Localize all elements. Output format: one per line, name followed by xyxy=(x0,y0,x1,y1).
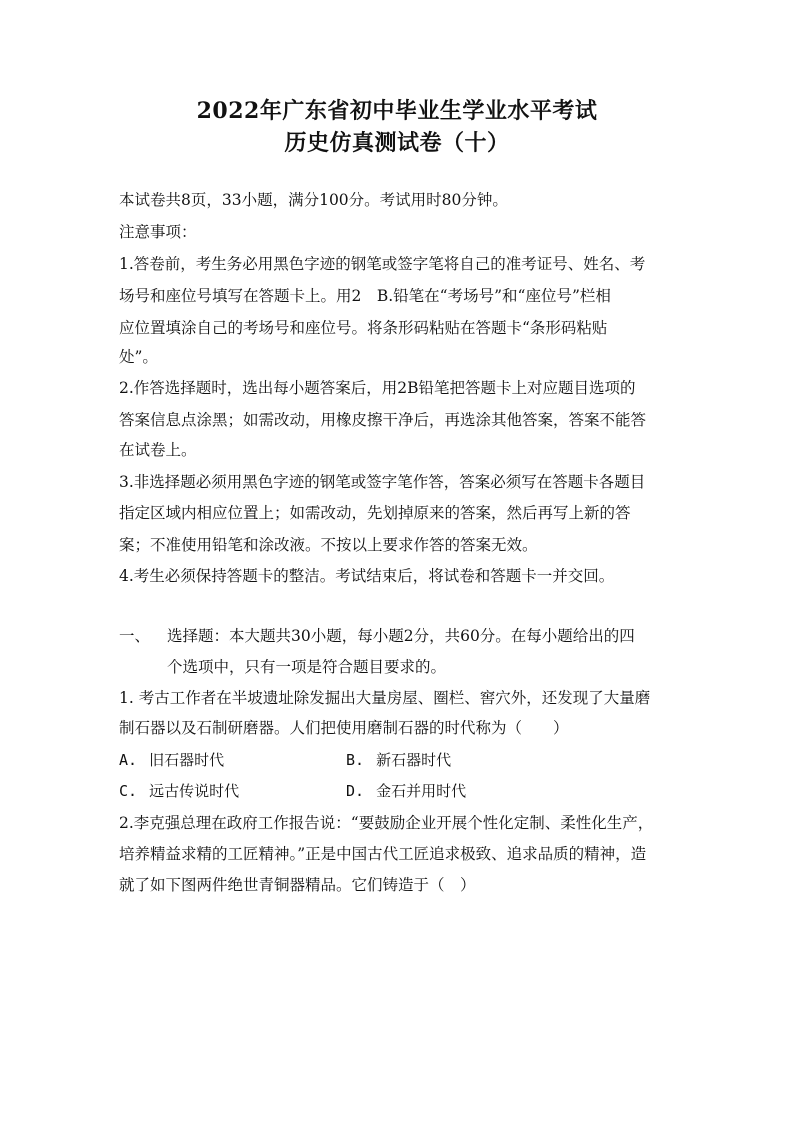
question-2-stem: 培养精益求精的工匠精神。”正是中国古代工匠追求极致、追求品质的精神，造 xyxy=(119,845,647,863)
option-text: 新石器时代 xyxy=(376,751,452,769)
question-1-option-a xyxy=(119,750,224,770)
section-heading: 个选项中，只有一项是符合题目要求的。 xyxy=(167,658,447,676)
notes-heading: 注意事项： xyxy=(119,223,197,241)
question-1-option-c xyxy=(119,781,239,801)
note-1-line: 场号和座位号填写在答题卡上。用2 B.铅笔在“考场号”和“座位号”栏相 xyxy=(119,287,611,305)
question-2-stem: 就了如下图两件绝世青铜器精品。它们铸造于（ ） xyxy=(119,876,476,894)
question-1-option-d xyxy=(346,781,466,801)
option-label: B. xyxy=(346,751,365,769)
note-2-line: 答案信息点涂黑；如需改动，用橡皮擦干净后，再选涂其他答案，答案不能答 xyxy=(119,411,647,429)
option-label: D. xyxy=(346,782,365,800)
question-1-stem: 1. 考古工作者在半坡遗址除发掘出大量房屋、圈栏、窖穴外，还发现了大量磨 xyxy=(119,689,651,707)
exam-summary: 本试卷共8页，33小题，满分100分。考试用时80分钟。 xyxy=(119,191,508,209)
option-text: 远古传说时代 xyxy=(149,782,240,800)
option-text: 金石并用时代 xyxy=(376,782,467,800)
exam-title: 2022年广东省初中毕业生学业水平考试 xyxy=(196,98,598,124)
section-heading: 选择题：本大题共30小题，每小题2分，共60分。在每小题给出的四 xyxy=(167,627,635,645)
note-4-line: 4.考生必须保持答题卡的整洁。考试结束后，将试卷和答题卡一并交回。 xyxy=(119,567,615,585)
option-label: C. xyxy=(119,782,138,800)
exam-subtitle: 历史仿真测试卷（十） xyxy=(284,130,510,156)
question-1-option-b xyxy=(346,750,451,770)
note-3-line: 案；不准使用铅笔和涂改液。不按以上要求作答的答案无效。 xyxy=(119,536,538,554)
question-2-stem: 2.李克强总理在政府工作报告说：“要鼓励企业开展个性化定制、柔性化生产， xyxy=(119,814,654,832)
note-3-line: 指定区域内相应位置上；如需改动，先划掉原来的答案，然后再写上新的答 xyxy=(119,504,631,522)
note-3-line: 3.非选择题必须用黑色字迹的钢笔或签字笔作答，答案必须写在答题卡各题目 xyxy=(119,473,646,491)
option-label: A. xyxy=(119,751,138,769)
option-text: 旧石器时代 xyxy=(149,751,225,769)
note-2-line: 在试卷上。 xyxy=(119,441,197,459)
note-2-line: 2.作答选择题时，选出每小题答案后，用2B铅笔把答题卡上对应题目选项的 xyxy=(119,379,636,397)
note-1-line: 应位置填涂自己的考场号和座位号。将条形码粘贴在答题卡“条形码粘贴 xyxy=(119,319,608,337)
section-number: 一、 xyxy=(119,627,151,645)
note-1-line: 1.答卷前，考生务必用黑色字迹的钢笔或签字笔将自己的准考证号、姓名、考 xyxy=(119,255,646,273)
note-1-line: 处”。 xyxy=(119,348,158,366)
question-1-stem: 制石器以及石制研磨器。人们把使用磨制石器的时代称为（ ） xyxy=(119,719,569,737)
